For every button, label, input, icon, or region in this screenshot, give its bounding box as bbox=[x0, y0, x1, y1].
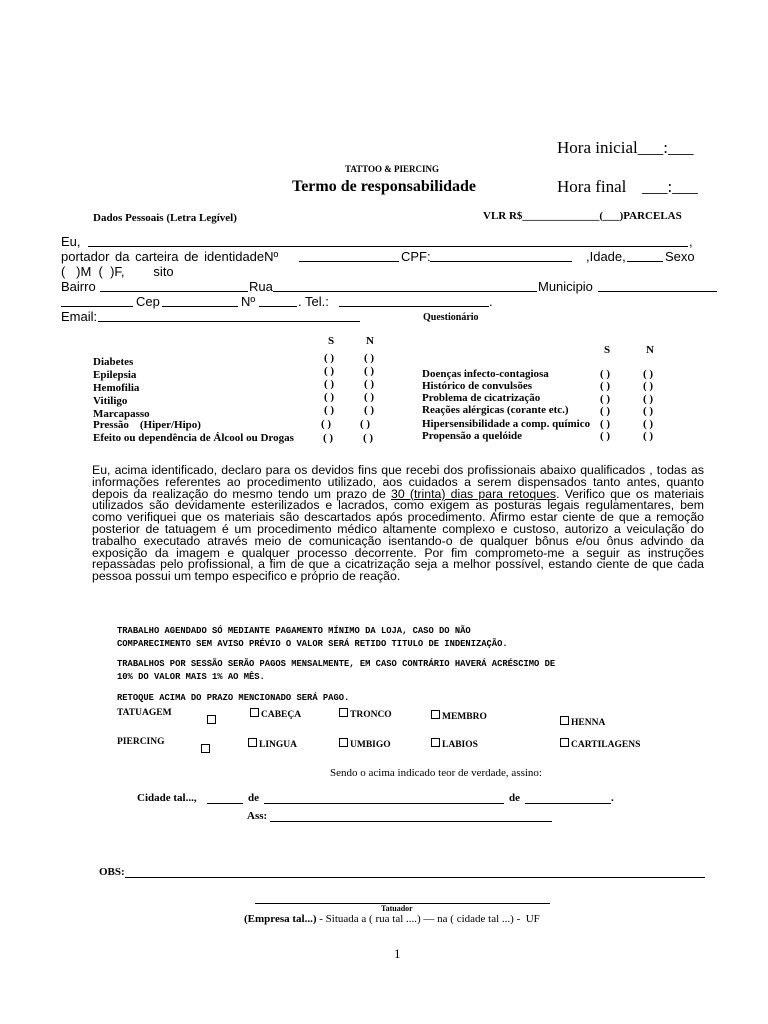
no-option[interactable]: ( ) bbox=[643, 405, 654, 417]
checkbox-icon bbox=[339, 738, 348, 747]
company-address: - Situada a ( rua tal ....) — na ( cidade tal ...) - UF bbox=[316, 913, 540, 925]
checkbox-icon bbox=[339, 708, 348, 717]
sendo-statement: Sendo o acima indicado teor de verdade, assino: bbox=[330, 767, 542, 779]
option-lingua[interactable] bbox=[248, 738, 297, 750]
no-option[interactable]: ( ) bbox=[364, 365, 375, 377]
checkbox-icon bbox=[201, 744, 210, 753]
no-option[interactable]: ( ) bbox=[643, 418, 654, 430]
idade-label: ,Idade, bbox=[586, 249, 626, 264]
checkbox-icon bbox=[431, 710, 440, 719]
email-label: Email: bbox=[61, 309, 98, 324]
yes-option[interactable]: ( ) bbox=[324, 391, 335, 403]
option-label: MEMBRO bbox=[442, 712, 487, 722]
piercing-label: PIERCING bbox=[117, 737, 165, 747]
option-cabeca[interactable] bbox=[250, 708, 301, 720]
checkbox-icon bbox=[431, 738, 440, 747]
no-option[interactable]: ( ) bbox=[364, 404, 375, 416]
question-left-item: Hemofilia bbox=[93, 382, 140, 394]
personal-data-title: Dados Pessoais (Letra Legível) bbox=[93, 212, 237, 224]
no-option[interactable]: ( ) bbox=[643, 393, 654, 405]
municipio-field[interactable] bbox=[598, 291, 717, 292]
yes-option[interactable]: ( ) bbox=[600, 380, 611, 392]
signature-field[interactable] bbox=[270, 821, 552, 822]
day-field[interactable] bbox=[207, 803, 243, 804]
option-label: CABEÇA bbox=[261, 710, 302, 720]
option-tronco[interactable] bbox=[339, 708, 392, 720]
tel-label: . Tel.: bbox=[298, 294, 329, 309]
sexo-options[interactable]: ( )M ( )F, sito bbox=[61, 264, 174, 279]
question-left-item: Pressão (Hiper/Hipo) bbox=[93, 419, 201, 431]
question-right-item: Histórico de convulsões bbox=[422, 380, 532, 392]
left-s-header: S bbox=[328, 335, 335, 347]
questionnaire-title: Questionário bbox=[423, 312, 479, 323]
hora-final-field[interactable]: ___:___ bbox=[642, 177, 698, 196]
notice-text: TRABALHOS POR SESSÃO SERÃO PAGOS MENSALMENTE, EM CASO CONTRÁRIO HAVERÁ ACRÉSCIMO DE bbox=[117, 659, 556, 669]
yes-option[interactable]: ( ) bbox=[600, 418, 611, 430]
left-n-header: N bbox=[366, 335, 374, 347]
yes-option[interactable]: ( ) bbox=[324, 352, 335, 364]
no-option[interactable]: ( ) bbox=[363, 432, 374, 444]
checkbox-icon bbox=[560, 738, 569, 747]
idade-field[interactable] bbox=[627, 261, 663, 262]
email-field[interactable] bbox=[98, 321, 360, 322]
year-field[interactable] bbox=[525, 803, 611, 804]
no-option[interactable]: ( ) bbox=[360, 418, 371, 430]
de-label-2: de bbox=[509, 792, 520, 804]
declaration-text: . Verifico que os materiais utilizados são devidamente esterilizados e lacrados, como exigem as posturas legais regulamentares, bem como verifiquei que os materiais são descartados após procedimento. Afirmo estar ciente de que a remoção posterior de tatuagem é um procedimento médico altamente complexo e custoso, autorizo a veiculação do trabalho executado através meio de comunicação isentando-o de qualquer bônus e/ou ônus advindo da exposição da imagem e qualquer processo decorrente. Por fim comprometo-me a seguir as instruções repassadas pelo profissional, a fim de que a cicatrização seja a melhor possível, estando ciente de que cada pessoa possui um tempo especifico e próprio de reação. bbox=[92, 486, 705, 584]
tatuagem-checkbox[interactable] bbox=[207, 711, 218, 729]
option-henna[interactable] bbox=[560, 716, 605, 728]
tatuador-label: Tatuador bbox=[381, 904, 413, 913]
no-option[interactable]: ( ) bbox=[643, 368, 654, 380]
question-right-item: Problema de cicatrização bbox=[422, 392, 541, 404]
declaration-text: Eu, acima identificado, declaro para os devidos fins que recebi dos profissionais abaixo qualificados , todas as informações referentes ao procedimento utilizado, aos cuidados a serem dispensados tanto antes, quanto depois da realização do mesmo tendo um prazo de bbox=[92, 463, 704, 501]
notice-text: TRABALHO AGENDADO SÓ MEDIANTE PAGAMENTO MÍNIMO DA LOJA, CASO DO NÃO bbox=[117, 626, 471, 636]
option-label: UMBIGO bbox=[350, 740, 391, 750]
numero-label: Nº bbox=[241, 294, 256, 309]
no-option[interactable]: ( ) bbox=[643, 380, 654, 392]
option-label: TRONCO bbox=[350, 710, 392, 720]
right-n-header: N bbox=[646, 344, 654, 356]
rg-field[interactable] bbox=[299, 261, 399, 262]
cep-label: Cep bbox=[136, 294, 160, 309]
yes-option[interactable]: ( ) bbox=[600, 430, 611, 442]
yes-option[interactable]: ( ) bbox=[324, 378, 335, 390]
notice-text: 10% DO VALOR MAIS 1% AO MÊS. bbox=[117, 672, 265, 682]
notice-text: RETOQUE ACIMA DO PRAZO MENCIONADO SERÁ PAGO. bbox=[117, 693, 350, 703]
declaration-paragraph bbox=[92, 465, 704, 583]
hora-final: Hora final bbox=[557, 177, 627, 196]
question-left-item: Diabetes bbox=[93, 356, 134, 368]
rua-label: Rua bbox=[249, 279, 273, 294]
page-title: Termo de responsabilidade bbox=[292, 178, 477, 195]
hora-inicial: Hora inicial___:___ bbox=[557, 138, 694, 157]
yes-option[interactable]: ( ) bbox=[323, 432, 334, 444]
tel-field-end: . bbox=[489, 294, 493, 309]
bairro-label: Bairro bbox=[61, 279, 96, 294]
yes-option[interactable]: ( ) bbox=[600, 368, 611, 380]
eu-label: Eu, bbox=[61, 234, 81, 249]
piercing-checkbox[interactable] bbox=[201, 740, 212, 758]
studio-tag: TATTOO & PIERCING bbox=[345, 164, 440, 174]
sexo-label: Sexo bbox=[665, 249, 695, 264]
question-left-item: Efeito ou dependência de Álcool ou Drogas bbox=[93, 432, 294, 444]
rg-label: portador da carteira de identidadeNº bbox=[61, 249, 279, 264]
retouch-period: 30 (trinta) dias para retoques bbox=[391, 486, 557, 501]
de-label-1: de bbox=[248, 792, 259, 804]
yes-option[interactable]: ( ) bbox=[324, 365, 335, 377]
cep-field[interactable] bbox=[162, 306, 238, 307]
tel-field[interactable] bbox=[339, 306, 489, 307]
checkbox-icon bbox=[248, 738, 257, 747]
date-end: . bbox=[611, 792, 614, 804]
question-left-item: Marcapasso bbox=[93, 408, 150, 420]
option-labios[interactable] bbox=[431, 738, 478, 750]
checkbox-icon bbox=[560, 716, 569, 725]
obs-field[interactable] bbox=[125, 877, 705, 878]
rua-field[interactable] bbox=[273, 291, 537, 292]
option-label: HENNA bbox=[571, 718, 606, 728]
no-option[interactable]: ( ) bbox=[364, 352, 375, 364]
question-left-item: Epilepsia bbox=[93, 369, 137, 381]
cpf-label: CPF: bbox=[401, 249, 431, 264]
month-field[interactable] bbox=[264, 803, 504, 804]
no-option[interactable]: ( ) bbox=[364, 378, 375, 390]
page-number: 1 bbox=[394, 946, 401, 961]
option-label: LINGUA bbox=[259, 740, 298, 750]
question-left-item: Vitiligo bbox=[93, 395, 128, 407]
option-label: CARTILAGENS bbox=[571, 740, 641, 750]
question-right-item: Propensão a quelóide bbox=[422, 430, 523, 442]
yes-option[interactable]: ( ) bbox=[321, 418, 332, 430]
notice-text: COMPARECIMENTO SEM AVISO PRÉVIO O VALOR SERÁ RETIDO TITULO DE INDENIZAÇÃO. bbox=[117, 639, 508, 649]
no-option[interactable]: ( ) bbox=[364, 391, 375, 403]
checkbox-icon bbox=[207, 715, 216, 724]
option-membro[interactable] bbox=[431, 710, 487, 722]
obs-label: OBS: bbox=[99, 866, 125, 878]
company-name: (Empresa tal...) bbox=[244, 913, 317, 925]
yes-option[interactable]: ( ) bbox=[600, 393, 611, 405]
option-cartilagens[interactable] bbox=[560, 738, 640, 750]
name-field[interactable] bbox=[88, 246, 688, 247]
yes-option[interactable]: ( ) bbox=[324, 404, 335, 416]
name-field-end: , bbox=[689, 234, 693, 249]
question-right-item: Reações alérgicas (corante etc.) bbox=[422, 404, 569, 416]
right-s-header: S bbox=[604, 344, 611, 356]
municipio-label: Municipio bbox=[538, 279, 593, 294]
question-right-item: Doenças infecto-contagiosa bbox=[422, 368, 549, 380]
question-right-item: Hipersensibilidade a comp. químico bbox=[422, 418, 591, 430]
bairro-field[interactable] bbox=[100, 291, 248, 292]
option-umbigo[interactable] bbox=[339, 738, 391, 750]
ass-label: Ass: bbox=[247, 810, 268, 822]
cpf-field[interactable] bbox=[430, 261, 572, 262]
yes-option[interactable]: ( ) bbox=[600, 405, 611, 417]
complemento-field[interactable] bbox=[61, 306, 133, 307]
company-info bbox=[244, 913, 540, 925]
numero-field[interactable] bbox=[259, 306, 297, 307]
tatuagem-label: TATUAGEM bbox=[117, 708, 172, 718]
checkbox-icon bbox=[250, 708, 259, 717]
cidade-label: Cidade tal..., bbox=[137, 792, 197, 804]
no-option[interactable]: ( ) bbox=[643, 430, 654, 442]
value-installments-field[interactable]: VLR R$______________(___)PARCELAS bbox=[483, 210, 682, 222]
option-label: LABIOS bbox=[442, 740, 478, 750]
